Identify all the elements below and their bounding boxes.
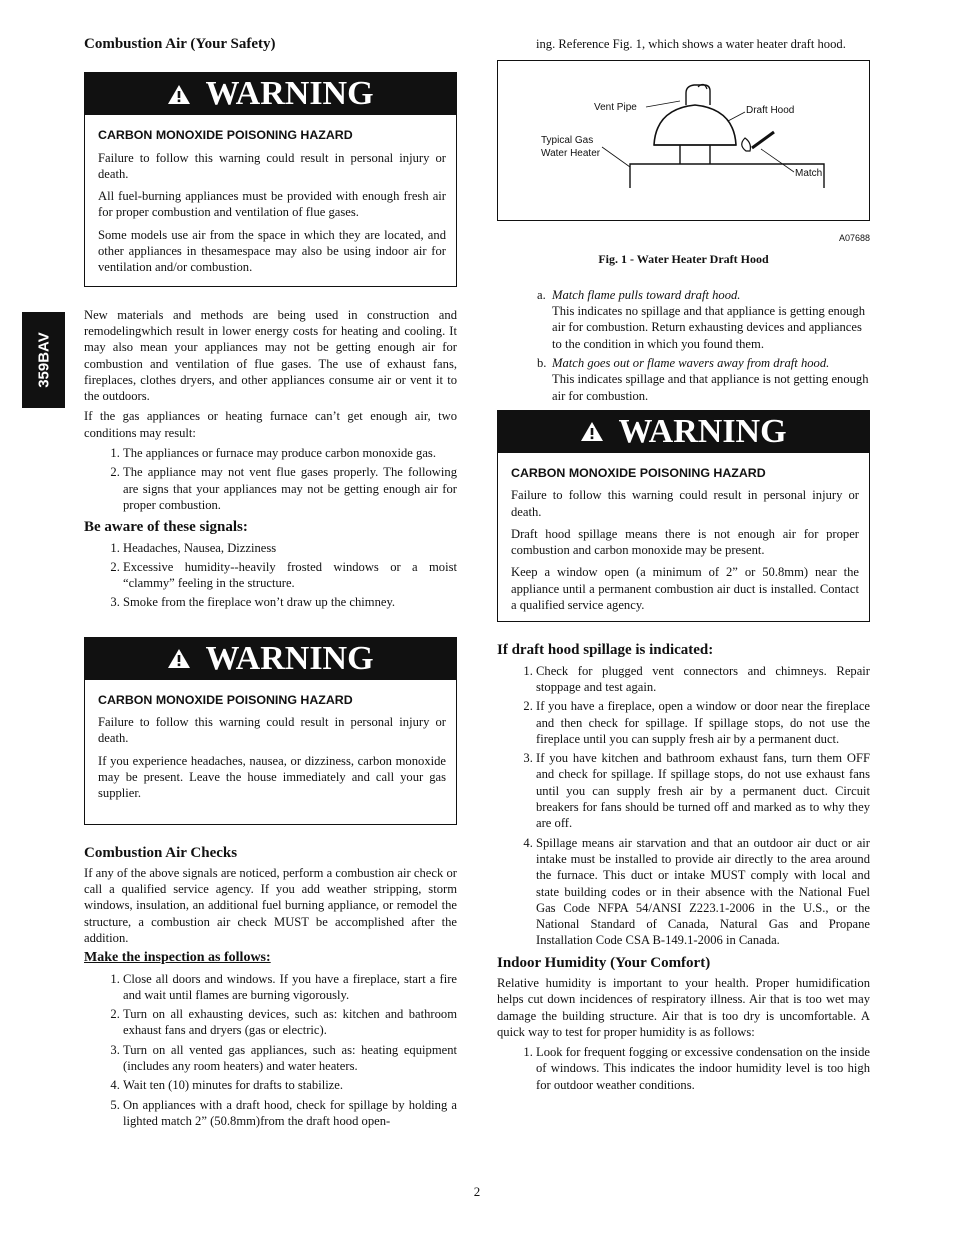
list-item: 5. On appliances with a draft hood, check for spillage by holding a lighted match 2” (50.8mm)from the draft hood open-: [123, 1097, 457, 1130]
list-item: 1. Close all doors and windows. If you have a fireplace, start a fire and wait until flames are burning vigorously.: [123, 971, 457, 1004]
warning-title: WARNING: [618, 412, 787, 450]
checks-heading: Combustion Air Checks: [84, 844, 238, 861]
humidity-heading: Indoor Humidity (Your Comfort): [497, 954, 711, 971]
warning-text: If you experience headaches, nausea, or dizziness, carbon monoxide may be present. Leave the house immediately and call your gas supplier.: [98, 753, 446, 801]
warning-text: Keep a window open (a minimum of 2” or 50.8mm) near the appliance until a permanent combustion air duct is installed. Contact a qualified service agency.: [511, 565, 859, 613]
list-item: 4. Wait ten (10) minutes for drafts to stabilize.: [123, 1077, 457, 1093]
side-tab-label: 359BAV: [35, 332, 52, 388]
humidity-list: [497, 1044, 870, 1093]
warning-header: [85, 638, 456, 680]
hazard-title: CARBON MONOXIDE POISONING HAZARD: [98, 692, 353, 707]
inspection-list: [84, 971, 457, 1130]
warning-text: Failure to follow this warning could result in personal injury or death.: [511, 488, 859, 519]
list-item: 2. Excessive humidity--heavily frosted windows or a moist “clammy” feeling in the structure.: [123, 559, 457, 592]
left-column: [84, 36, 457, 1135]
signals-heading: Be aware of these signals:: [84, 519, 248, 536]
list-item: 2. The appliance may not vent flue gases properly. The following are signs that your appliances may not be getting enough air for proper combustion.: [123, 464, 457, 513]
list-item: [537, 287, 870, 352]
body-paragraph: If any of the above signals are noticed, perform a combustion air check or call a qualified service agency. If you add weather stripping, storm windows, insulation, an additional fuel burning appliance, or remodel the structure, a combustion air check MUST be accomplished after the addition.: [84, 865, 457, 945]
item-text: This indicates no spillage and that appliance is getting enough air for combustion. Return exhausting devices and appliances to the condition in which you found them.: [552, 304, 866, 351]
list-item: 2. If you have a fireplace, open a window or door near the fireplace and then check for spillage. If spillage stops, do not use the fireplace until you can supply fresh air by a permanent duct.: [536, 698, 870, 747]
results-list: [497, 287, 870, 404]
list-item: 1. Check for plugged vent connectors and chimneys. Repair stoppage and test again.: [536, 663, 870, 696]
list-item: 3. Turn on all vented gas appliances, such as: heating equipment (includes any room heaters) and water heaters.: [123, 1042, 457, 1075]
warning-body: [498, 453, 869, 621]
warning-title: WARNING: [205, 639, 374, 677]
inspection-heading: Make the inspection as follows:: [84, 950, 271, 966]
warning-body: [85, 115, 456, 285]
item-title: Match flame pulls toward draft hood.: [552, 287, 741, 302]
warning-title: WARNING: [205, 75, 374, 113]
warning-text: Failure to follow this warning could result in personal injury or death.: [98, 150, 446, 181]
section-heading-combustion-air: Combustion Air (Your Safety): [84, 36, 276, 52]
signals-list: [84, 540, 457, 611]
continuation-text: ing. Reference Fig. 1, which shows a water heater draft hood.: [536, 37, 846, 51]
item-text: This indicates spillage and that appliance is not getting enough air for combustion.: [552, 372, 869, 403]
page-number: 2: [473, 1184, 481, 1199]
list-item: 1. Look for frequent fogging or excessive condensation on the inside of windows. This indicates the indoor humidity level is too high for outdoor weather conditions.: [536, 1044, 870, 1093]
list-item: 2. Turn on all exhausting devices, such as: kitchen and bathroom exhaust fans and dryers (gas or electric).: [123, 1006, 457, 1039]
warning-header: [85, 73, 456, 115]
list-item: 1. Headaches, Nausea, Dizziness: [123, 540, 457, 556]
water-heater-label: Typical Gas Water Heater: [541, 135, 601, 160]
spillage-list: [497, 663, 870, 949]
warning-triangle-icon: [580, 421, 604, 442]
spillage-heading: If draft hood spillage is indicated:: [497, 642, 714, 659]
list-item: 4. Spillage means air starvation and that an outdoor air duct or air intake must be installed to provide air directly to the area around the furnace. This duct or intake MUST comply with local and state building codes or in their absence with the National Fuel Gas Code NFPA 54/ANSI Z223.1-2006 in the U.S., or the National Standard of Canada, Natural Gas and Propane Installation Code CSA B-149.1-2006 in Canada.: [536, 835, 870, 949]
warning-header: [498, 411, 869, 453]
figure-caption: Fig. 1 - Water Heater Draft Hood: [598, 251, 769, 266]
list-item: 1. The appliances or furnace may produce carbon monoxide gas.: [123, 445, 457, 461]
item-letter: a.: [537, 287, 546, 302]
list-item: 3. Smoke from the fireplace won’t draw up the chimney.: [123, 594, 457, 610]
list-item: 3. If you have kitchen and bathroom exhaust fans, turn them OFF and check for spillage. If spillage stops, do not use exhaust fans until you can supply fresh air by a permanent duct. Circuit breakers for fans should be turned off and marked as to why they are off.: [536, 750, 870, 831]
warning-box-1: [84, 72, 457, 286]
warning-box-3: [497, 410, 870, 622]
warning-text: All fuel-burning appliances must be provided with enough fresh air for proper combustion and ventilation of flue gases.: [98, 189, 446, 220]
body-paragraph: New materials and methods are being used in construction and remodelingwhich result in lower energy costs for heating and cooling. It may also mean your appliances may not be getting enough air for combustion and ventilation of flue gases. The use of exhaust fans, fireplaces, clothes dryers, and other appliances consume air or vent it to the outdoors.: [84, 307, 457, 404]
item-letter: b.: [537, 356, 547, 371]
body-paragraph: If the gas appliances or heating furnace can’t get enough air, two conditions may result:: [84, 409, 457, 440]
warning-text: Draft hood spillage means there is not enough air for proper combustion and carbon monoxide may be present.: [511, 526, 859, 558]
side-tab: [22, 312, 65, 408]
vent-pipe-label: Vent Pipe: [594, 102, 637, 114]
list-item: [537, 355, 870, 404]
warning-triangle-icon: [167, 84, 191, 105]
warning-text: Failure to follow this warning could result in personal injury or death.: [98, 715, 446, 746]
right-column: [497, 36, 870, 1099]
figure-id: A07688: [838, 233, 870, 244]
match-label: Match: [795, 168, 823, 180]
warning-box-2: [84, 637, 457, 825]
conditions-list: [84, 445, 457, 513]
warning-text: Some models use air from the space in which they are located, and other appliances in thesamespace may also be using indoor air for ventilation and/or combustion.: [98, 227, 446, 275]
figure-water-heater-draft-hood: [497, 60, 870, 221]
warning-body: [85, 680, 456, 824]
draft-hood-label: Draft Hood: [746, 105, 795, 117]
hazard-title: CARBON MONOXIDE POISONING HAZARD: [98, 128, 353, 143]
warning-triangle-icon: [167, 648, 191, 669]
item-title: Match goes out or flame wavers away from draft hood.: [552, 356, 830, 371]
body-paragraph: Relative humidity is important to your health. Proper humidification helps cut down incidences of respiratory illness. Air that is too wet may damage the building structure. Air that is too dry is uncomfortable. A quick way to test for proper humidity is as follows:: [497, 975, 870, 1039]
hazard-title: CARBON MONOXIDE POISONING HAZARD: [511, 465, 766, 480]
